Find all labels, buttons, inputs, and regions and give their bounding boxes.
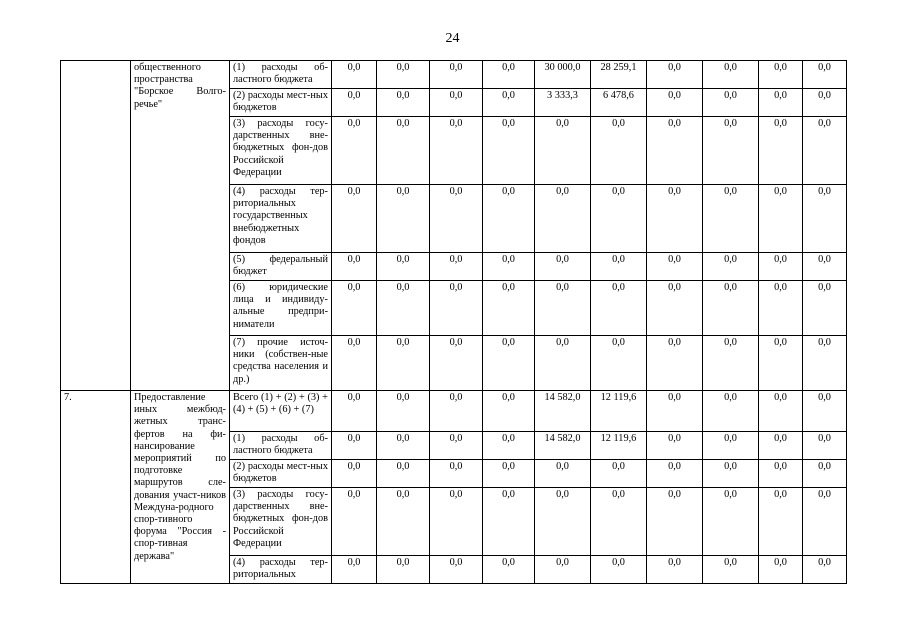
amount-cell: 0,0 [483, 336, 535, 391]
amount-cell: 0,0 [377, 460, 430, 488]
amount-cell: 0,0 [332, 281, 377, 336]
amount-cell: 0,0 [803, 117, 847, 185]
amount-cell: 0,0 [703, 556, 759, 584]
amount-cell: 0,0 [332, 117, 377, 185]
amount-cell: 0,0 [430, 391, 483, 432]
amount-cell: 0,0 [483, 460, 535, 488]
amount-cell: 0,0 [759, 460, 803, 488]
amount-cell: 0,0 [430, 556, 483, 584]
amount-cell: 0,0 [803, 281, 847, 336]
amount-cell: 0,0 [647, 253, 703, 281]
budget-table-body [61, 61, 847, 584]
amount-cell: 0,0 [803, 253, 847, 281]
measure-description: общественного пространства "Борское Волго-речье" [131, 61, 230, 391]
amount-cell: 0,0 [430, 488, 483, 556]
funding-source: (3) расходы госу-дарственных вне-бюджетных фон-дов Российской Федерации [230, 117, 332, 185]
amount-cell: 0,0 [591, 336, 647, 391]
amount-cell: 0,0 [591, 185, 647, 253]
amount-cell: 0,0 [759, 253, 803, 281]
amount-cell: 0,0 [591, 488, 647, 556]
amount-cell: 0,0 [703, 89, 759, 117]
amount-cell: 0,0 [483, 185, 535, 253]
amount-cell: 0,0 [430, 253, 483, 281]
amount-cell: 0,0 [535, 253, 591, 281]
funding-source: (4) расходы тер-риториальных государственных внебюджетных фондов [230, 185, 332, 253]
funding-source: (5) федеральный бюджет [230, 253, 332, 281]
amount-cell: 0,0 [803, 336, 847, 391]
amount-cell: 0,0 [535, 460, 591, 488]
funding-source: (1) расходы об-ластного бюджета [230, 432, 332, 460]
amount-cell: 0,0 [703, 488, 759, 556]
amount-cell: 0,0 [430, 432, 483, 460]
amount-cell: 28 259,1 [591, 61, 647, 89]
amount-cell: 6 478,6 [591, 89, 647, 117]
amount-cell: 0,0 [430, 336, 483, 391]
amount-cell: 0,0 [759, 336, 803, 391]
amount-cell: 0,0 [647, 89, 703, 117]
amount-cell: 0,0 [647, 117, 703, 185]
amount-cell: 0,0 [759, 89, 803, 117]
amount-cell: 0,0 [430, 89, 483, 117]
amount-cell: 0,0 [377, 185, 430, 253]
funding-source: (2) расходы мест-ных бюджетов [230, 460, 332, 488]
amount-cell: 0,0 [647, 391, 703, 432]
amount-cell: 12 119,6 [591, 432, 647, 460]
amount-cell: 0,0 [483, 391, 535, 432]
amount-cell: 0,0 [332, 432, 377, 460]
amount-cell: 0,0 [377, 117, 430, 185]
amount-cell: 0,0 [759, 391, 803, 432]
amount-cell: 0,0 [483, 61, 535, 89]
budget-table [60, 60, 847, 584]
amount-cell: 0,0 [332, 185, 377, 253]
amount-cell: 0,0 [647, 432, 703, 460]
amount-cell: 0,0 [535, 281, 591, 336]
amount-cell: 0,0 [803, 556, 847, 584]
amount-cell: 0,0 [703, 460, 759, 488]
amount-cell: 0,0 [759, 281, 803, 336]
amount-cell: 0,0 [591, 556, 647, 584]
amount-cell: 0,0 [703, 117, 759, 185]
amount-cell: 0,0 [332, 253, 377, 281]
amount-cell: 0,0 [483, 253, 535, 281]
measure-description: Предоставление иных межбюд-жетных транс-фертов на фи-нансирование мероприятий по подготовке маршрутов сле-дования участ-ников Междуна-родного спор-тивного форума "Россия - спор-тивная держава" [131, 391, 230, 584]
amount-cell: 0,0 [430, 460, 483, 488]
amount-cell: 0,0 [377, 253, 430, 281]
amount-cell: 0,0 [377, 556, 430, 584]
amount-cell: 0,0 [759, 61, 803, 89]
amount-cell: 0,0 [535, 488, 591, 556]
amount-cell: 0,0 [803, 460, 847, 488]
amount-cell: 12 119,6 [591, 391, 647, 432]
amount-cell: 0,0 [647, 336, 703, 391]
funding-source: (3) расходы госу-дарственных вне-бюджетных фон-дов Российской Федерации [230, 488, 332, 556]
amount-cell: 0,0 [332, 391, 377, 432]
amount-cell: 0,0 [483, 556, 535, 584]
amount-cell: 3 333,3 [535, 89, 591, 117]
amount-cell: 0,0 [803, 488, 847, 556]
amount-cell: 0,0 [535, 556, 591, 584]
amount-cell: 0,0 [332, 488, 377, 556]
amount-cell: 0,0 [535, 117, 591, 185]
amount-cell: 0,0 [803, 185, 847, 253]
amount-cell: 0,0 [703, 432, 759, 460]
amount-cell: 0,0 [647, 556, 703, 584]
amount-cell: 0,0 [703, 281, 759, 336]
amount-cell: 0,0 [430, 61, 483, 89]
funding-source: (6) юридические лица и индивиду-альные предпри-ниматели [230, 281, 332, 336]
funding-source: (1) расходы об-ластного бюджета [230, 61, 332, 89]
amount-cell: 0,0 [483, 117, 535, 185]
table-row [61, 391, 847, 432]
amount-cell: 0,0 [759, 117, 803, 185]
amount-cell: 0,0 [332, 61, 377, 89]
amount-cell: 14 582,0 [535, 391, 591, 432]
amount-cell: 0,0 [483, 488, 535, 556]
amount-cell: 0,0 [647, 185, 703, 253]
amount-cell: 0,0 [803, 61, 847, 89]
amount-cell: 30 000,0 [535, 61, 591, 89]
item-number [61, 61, 131, 391]
amount-cell: 0,0 [430, 281, 483, 336]
amount-cell: 0,0 [332, 556, 377, 584]
amount-cell: 0,0 [377, 432, 430, 460]
table-row [61, 61, 847, 89]
amount-cell: 0,0 [483, 432, 535, 460]
amount-cell: 0,0 [483, 281, 535, 336]
amount-cell: 0,0 [377, 61, 430, 89]
amount-cell: 0,0 [377, 336, 430, 391]
amount-cell: 0,0 [803, 89, 847, 117]
amount-cell: 0,0 [703, 336, 759, 391]
amount-cell: 0,0 [535, 185, 591, 253]
amount-cell: 0,0 [430, 185, 483, 253]
amount-cell: 0,0 [591, 117, 647, 185]
page-number: 24 [445, 31, 460, 46]
amount-cell: 14 582,0 [535, 432, 591, 460]
amount-cell: 0,0 [591, 460, 647, 488]
funding-source: (7) прочие источ-ники (собствен-ные средства населения и др.) [230, 336, 332, 391]
amount-cell: 0,0 [803, 391, 847, 432]
amount-cell: 0,0 [759, 185, 803, 253]
amount-cell: 0,0 [647, 460, 703, 488]
amount-cell: 0,0 [377, 281, 430, 336]
amount-cell: 0,0 [759, 432, 803, 460]
funding-source: (4) расходы тер-риториальных [230, 556, 332, 584]
amount-cell: 0,0 [332, 89, 377, 117]
amount-cell: 0,0 [703, 253, 759, 281]
amount-cell: 0,0 [703, 61, 759, 89]
amount-cell: 0,0 [591, 281, 647, 336]
amount-cell: 0,0 [377, 391, 430, 432]
amount-cell: 0,0 [647, 281, 703, 336]
amount-cell: 0,0 [647, 488, 703, 556]
amount-cell: 0,0 [430, 117, 483, 185]
amount-cell: 0,0 [803, 432, 847, 460]
funding-source: (2) расходы мест-ных бюджетов [230, 89, 332, 117]
item-number: 7. [61, 391, 131, 584]
amount-cell: 0,0 [377, 89, 430, 117]
amount-cell: 0,0 [332, 460, 377, 488]
funding-source: Всего (1) + (2) + (3) + (4) + (5) + (6) + (7) [230, 391, 332, 432]
amount-cell: 0,0 [759, 556, 803, 584]
amount-cell: 0,0 [535, 336, 591, 391]
amount-cell: 0,0 [377, 488, 430, 556]
amount-cell: 0,0 [759, 488, 803, 556]
amount-cell: 0,0 [483, 89, 535, 117]
amount-cell: 0,0 [647, 61, 703, 89]
amount-cell: 0,0 [703, 391, 759, 432]
amount-cell: 0,0 [591, 253, 647, 281]
amount-cell: 0,0 [703, 185, 759, 253]
amount-cell: 0,0 [332, 336, 377, 391]
